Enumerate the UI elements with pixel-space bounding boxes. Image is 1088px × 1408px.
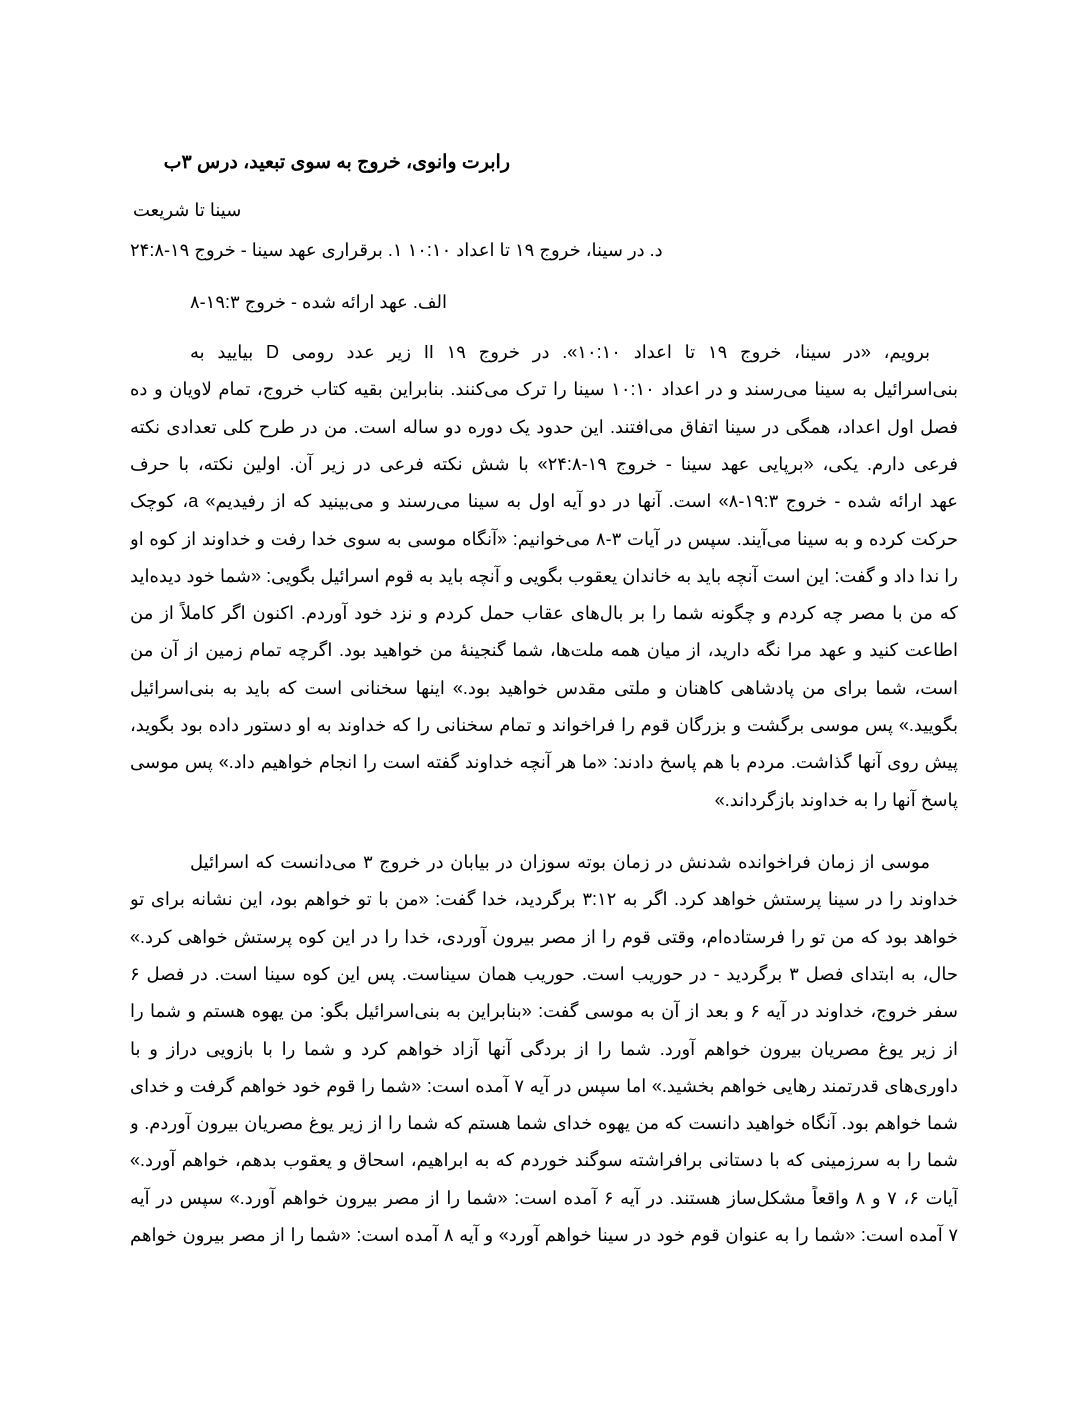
text-line: سفر خروج، خداوند در آیه ۶ و بعد از آن به موسی گفت: «بنابراین به بنی‌اسرائیل بگو: من یهوه هستم و شما را xyxy=(130,1001,958,1022)
text-line: خواهد بود که من تو را فرستاده‌ام، وقتی قوم را از مصر بیرون آوردی، خدا را در این کوه پرستش خواهی کرد.» xyxy=(130,926,958,947)
text-line: موسی از زمان فراخوانده شدنش در زمان بوته سوزان در بیابان در خروج ۳ می‌دانست که اسرائیل xyxy=(190,852,930,872)
text-line: داوری‌های قدرتمند رهایی خواهم بخشید.» اما سپس در آیه ۷ آمده است: «شما را قوم خود خواهم گرفت و خدای xyxy=(130,1075,958,1096)
text-line: برویم، «در سینا، خروج ۱۹ تا اعداد ۱۰:۱۰». در خروج ۱۹ II زیر عدد رومی D بیایید به xyxy=(190,342,930,362)
text-line: شما را به سرزمینی که با دستانی برافراشته سوگند خوردم که به ابراهیم، اسحاق و یعقوب بدهم، خواهم آورد.» xyxy=(130,1150,958,1171)
text-line: که من با مصر چه کردم و چگونه شما را بر بال‌های عقاب حمل کردم و نزد خود آوردم. اکنون اگر کاملاً از من xyxy=(130,603,958,624)
text-line: بگویید.» پس موسی برگشت و بزرگان قوم را فراخواند و تمام سخنانی را که خداوند به او دستور داده بود بگوید، xyxy=(130,715,958,735)
text-line: شما خواهم بود. آنگاه خواهید دانست که من یهوه خدای شما هستم که شما را از زیر یوغ مصریان بیرون آوردم. و xyxy=(130,1113,958,1134)
text-line: از زیر یوغ مصریان بیرون خواهم آورد. شما را از بردگی آنها آزاد خواهم کرد و شما را با بازویی دراز و با xyxy=(130,1038,958,1059)
text-line: حال، به ابتدای فصل ۳ برگردید - در حوریب است. حوریب همان سیناست. پس این کوه سینا است. در فصل ۶ xyxy=(130,963,958,984)
text-line: فصل اول اعداد، همگی در سینا اتفاق می‌افتند. این حدود یک دوره دو ساله است. من در طرح کلی تعدادی نکته xyxy=(130,416,958,437)
text-line: را ندا داد و گفت: این است آنچه باید به خاندان یعقوب بگویی و آنچه باید به قوم اسرائیل بگویی: «شما خود دیده‌اید xyxy=(130,565,958,586)
text-line: حرکت کرده و به سینا می‌آیند. سپس در آیات ۳-۸ می‌خوانیم: «آنگاه موسی به سوی خدا رفت و خداوند از کوه او xyxy=(130,528,958,549)
text-line: ۷ آمده است: «شما را به عنوان قوم خود در سینا خواهم آورد» و آیه ۸ آمده است: «شما را از مصر بیرون خواهم xyxy=(130,1225,958,1245)
text-line: آیات ۶، ۷ و ۸ واقعاً مشکل‌ساز هستند. در آیه ۶ آمده است: «شما را از مصر بیرون خواهم آورد.» سپس در آیه xyxy=(130,1187,958,1208)
document-subtitle: سینا تا شریعت xyxy=(133,200,242,220)
text-line: خداوند را در سینا پرستش خواهد کرد. اگر به ۳:۱۲ برگردید، خدا گفت: «من با تو خواهم بود، این نشانه برای تو xyxy=(130,889,958,910)
text-line: پاسخ آنها را به خداوند بازگرداند.» xyxy=(714,789,958,810)
text-line: فرعی دارم. یکی، «برپایی عهد سینا - خروج ۱۹-۲۴:۸» با شش نکته فرعی در زیر آن. اولین نکته، با حرف xyxy=(130,453,958,474)
document-title: رابرت وانوی، خروج به سوی تبعید، درس ۳ب xyxy=(163,152,510,173)
text-line: بنی‌اسرائیل به سینا می‌رسند و در اعداد ۱۰:۱۰ سینا را ترک می‌کنند. بنابراین بقیه کتاب خروج، تمام لاویان و ده xyxy=(130,379,958,400)
text-line: عهد ارائه شده - خروج ۱۹:۳-۸» است. آنها در دو آیه اول به سینا می‌رسند و می‌بینید که از رفیدیم» a، کوچک xyxy=(130,491,958,512)
text-line: پیش روی آنها گذاشت. مردم با هم پاسخ دادند: «ما هر آنچه خداوند گفته است را انجام خواهیم داد.» پس موسی xyxy=(130,752,958,773)
section-heading: د. در سینا، خروج ۱۹ تا اعداد ۱۰:۱۰ ۱. برقراری عهد سینا - خروج ۱۹-۲۴:۸ xyxy=(130,240,663,260)
text-line: اطاعت کنید و عهد مرا نگه دارید، از میان همه ملت‌ها، شما گنجینهٔ من خواهید بود. اگرچه تمام زمین از آن من xyxy=(130,640,958,661)
text-line: است، شما برای من پادشاهی کاهنان و ملتی مقدس خواهید بود.» اینها سخنانی است که باید به بنی‌اسرائیل xyxy=(130,677,958,698)
subsection-heading: الف. عهد ارائه شده - خروج ۱۹:۳-۸ xyxy=(190,292,447,312)
